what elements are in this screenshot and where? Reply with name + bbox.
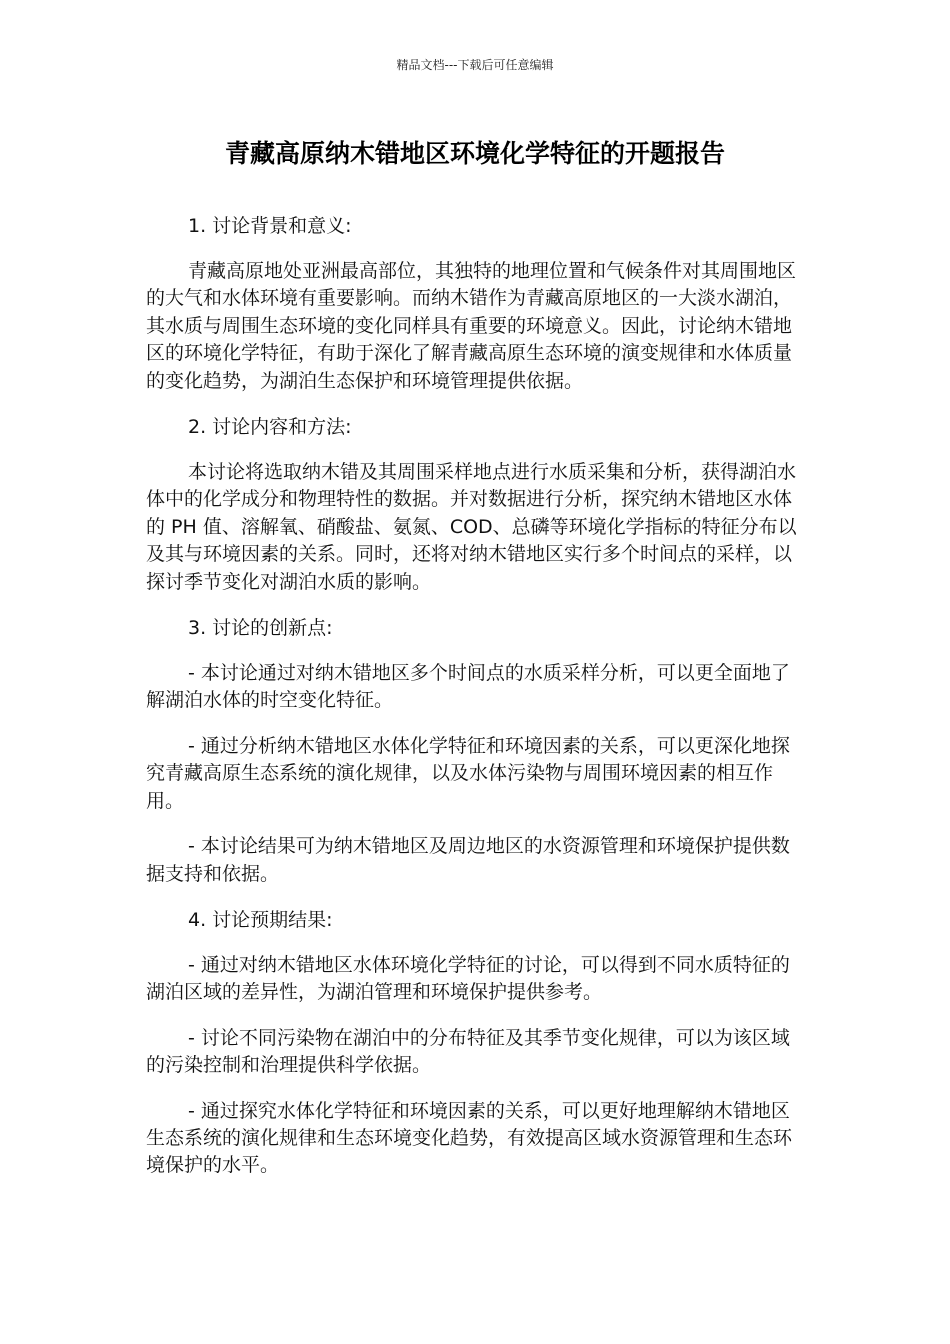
section-heading-background: 1. 讨论背景和意义:	[188, 215, 352, 237]
section-heading-innovation: 3. 讨论的创新点:	[188, 617, 333, 640]
expected-result-item: - 通过探究水体化学特征和环境因素的关系，可以更好地理解纳木错地区生态系统的演化规律和生态环境变化趋势，有效提高区域水资源管理和生态环境保护的水平。	[146, 1099, 793, 1177]
section-heading-expected-results: 4. 讨论预期结果:	[188, 908, 333, 931]
innovation-item: - 本讨论通过对纳木错地区多个时间点的水质采样分析，可以更全面地了解湖泊水体的时空变化特征。	[146, 662, 790, 712]
document-body	[146, 212, 806, 1198]
innovation-item: - 本讨论结果可为纳木错地区及周边地区的水资源管理和环境保护提供数据支持和依据。	[146, 835, 790, 885]
document-title: 青藏高原纳木错地区环境化学特征的开题报告	[224, 139, 725, 168]
header-note: 精品文档---下载后可任意编辑	[396, 58, 554, 72]
paragraph-background: 青藏高原地处亚洲最高部位，其独特的地理位置和气候条件对其周围地区的大气和水体环境有重要影响。而纳木错作为青藏高原地区的一大淡水湖泊，其水质与周围生态环境的变化同样具有重要的环境意义。因此，讨论纳木错地区的环境化学特征，有助于深化了解青藏高原生态环境的演变规律和水体质量的变化趋势，为湖泊生态保护和环境管理提供依据。	[146, 260, 797, 392]
section-heading-methods: 2. 讨论内容和方法:	[188, 416, 352, 439]
paragraph-methods: 本讨论将选取纳木错及其周围采样地点进行水质采集和分析，获得湖泊水体中的化学成分和物理特性的数据。并对数据进行分析，探究纳木错地区水体的 PH 值、溶解氧、硝酸盐、氨氮、COD、总磷等环境化学指标的特征分布以及其与环境因素的关系。同时，还将对纳木错地区实行多个时间点的采样，以探讨季节变化对湖泊水质的影响。	[146, 461, 797, 593]
innovation-item: - 通过分析纳木错地区水体化学特征和环境因素的关系，可以更深化地探究青藏高原生态系统的演化规律，以及水体污染物与周围环境因素的相互作用。	[146, 734, 790, 812]
expected-result-item: - 讨论不同污染物在湖泊中的分布特征及其季节变化规律，可以为该区域的污染控制和治理提供科学依据。	[146, 1026, 790, 1077]
expected-result-item: - 通过对纳木错地区水体环境化学特征的讨论，可以得到不同水质特征的湖泊区域的差异性，为湖泊管理和环境保护提供参考。	[146, 953, 790, 1004]
